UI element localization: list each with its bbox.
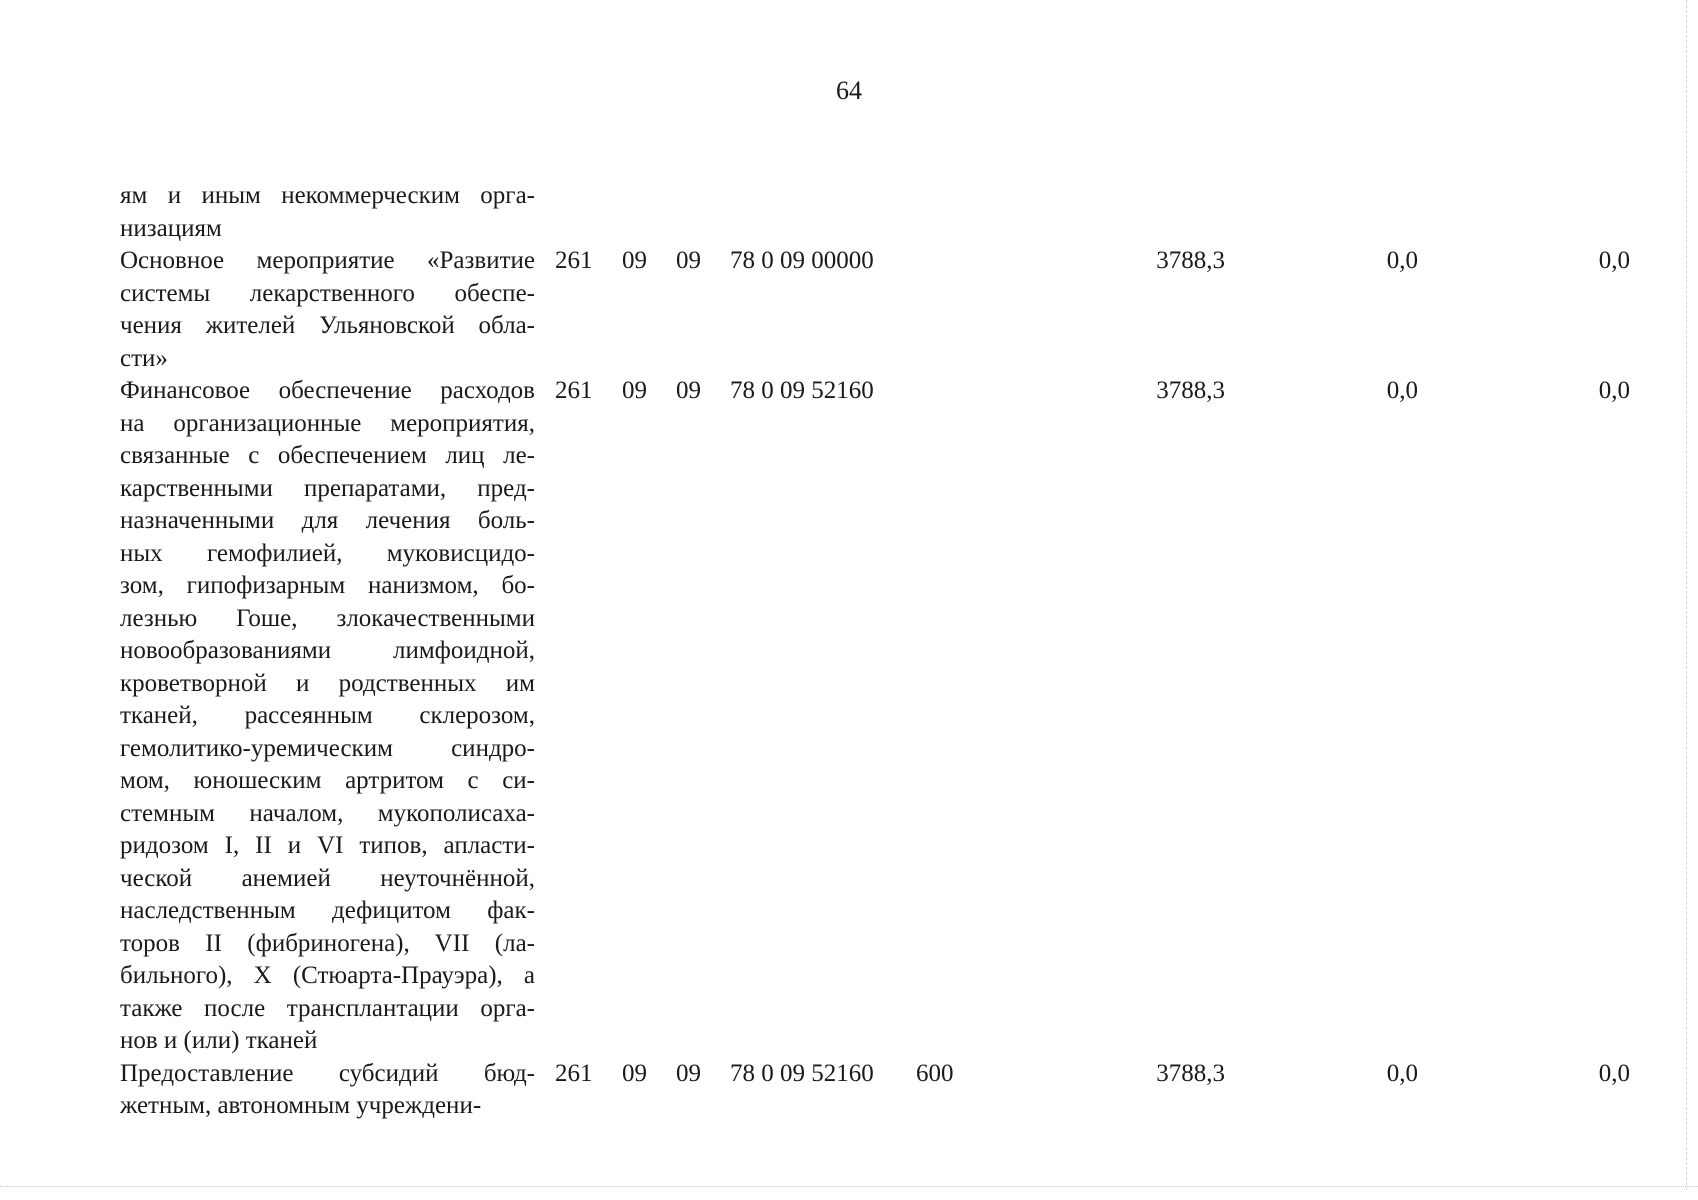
amount-year-1: 3788,3 (1156, 377, 1225, 404)
scan-edge-right (1686, 0, 1687, 1190)
description-line: торов II (фибриногена), VII (ла- (120, 929, 535, 957)
scan-edge-bottom (0, 1186, 1698, 1187)
description-line: назначенными для лечения боль- (120, 507, 535, 534)
target-article-code: 78 0 09 52160 (730, 377, 874, 404)
description-line: зом, гипофизарным нанизмом, бо- (120, 572, 535, 599)
description-line: связанные с обеспечением лиц ле- (120, 442, 535, 469)
description-line: нов и (или) тканей (120, 1027, 318, 1054)
ministry-code: 261 (555, 247, 593, 274)
description-line: новообразованиями лимфоидной, (120, 637, 535, 664)
table-row (120, 180, 1520, 245)
table-row (120, 245, 1630, 375)
section-code: 09 (622, 1059, 647, 1087)
budget-table (120, 180, 1630, 1123)
row-description (120, 375, 535, 1058)
description-line: гемолитико-уремическим синдро- (120, 734, 535, 762)
description-line: кроветворной и родственных им (120, 669, 535, 697)
description-line: Основное мероприятие «Развитие (120, 247, 535, 274)
amount-year-1: 3788,3 (1156, 1059, 1225, 1087)
subsection-code: 09 (676, 377, 701, 404)
target-article-code: 78 0 09 52160 (730, 1059, 874, 1087)
description-line: Финансовое обеспечение расходов (120, 377, 535, 404)
description-line: ридозом I, II и VI типов, апласти- (120, 832, 535, 859)
description-line: Предоставление субсидий бюд- (120, 1059, 535, 1087)
description-line: также после трансплантации орга- (120, 994, 535, 1022)
subsection-code: 09 (676, 1059, 701, 1087)
description-line: карственными препаратами, пред- (120, 474, 535, 502)
description-line: лезнью Гоше, злокачественными (120, 604, 535, 632)
page-number: 64 (836, 76, 862, 105)
row-description (120, 180, 535, 245)
description-line: системы лекарственного обеспе- (120, 279, 535, 307)
description-line: жетным, автономным учреждени- (120, 1092, 482, 1119)
subsection-code: 09 (676, 247, 701, 274)
amount-year-2: 0,0 (1386, 1059, 1418, 1087)
description-line: бильного), X (Стюарта-Прауэра), а (120, 962, 535, 989)
description-line: чения жителей Ульяновской обла- (120, 312, 535, 339)
expense-type-code: 600 (916, 1059, 954, 1087)
amount-year-3: 0,0 (1598, 377, 1630, 404)
table-row (120, 375, 1630, 1058)
section-code: 09 (622, 247, 647, 274)
table-row (120, 1058, 1630, 1123)
description-line: мом, юношеским артритом с си- (120, 767, 535, 794)
description-line: стемным началом, мукополисаха- (120, 799, 535, 827)
description-line: сти» (120, 344, 168, 372)
target-article-code: 78 0 09 00000 (730, 247, 874, 274)
description-line: ческой анемией неуточнённой, (120, 864, 535, 892)
description-line: на организационные мероприятия, (120, 409, 535, 437)
description-line: низациям (120, 214, 222, 242)
amount-year-3: 0,0 (1598, 247, 1630, 274)
description-line: наследственным дефицитом фак- (120, 897, 535, 924)
amount-year-2: 0,0 (1386, 377, 1418, 404)
amount-year-1: 3788,3 (1156, 247, 1225, 274)
row-description (120, 1058, 535, 1123)
amount-year-3: 0,0 (1598, 1059, 1630, 1087)
description-line: ных гемофилией, муковисцидо- (120, 539, 535, 567)
description-line: ям и иным некоммерческим орга- (120, 182, 535, 209)
amount-year-2: 0,0 (1386, 247, 1418, 274)
ministry-code: 261 (555, 377, 593, 404)
description-line: тканей, рассеянным склерозом, (120, 702, 535, 729)
row-description (120, 245, 535, 375)
ministry-code: 261 (555, 1059, 593, 1087)
section-code: 09 (622, 377, 647, 404)
